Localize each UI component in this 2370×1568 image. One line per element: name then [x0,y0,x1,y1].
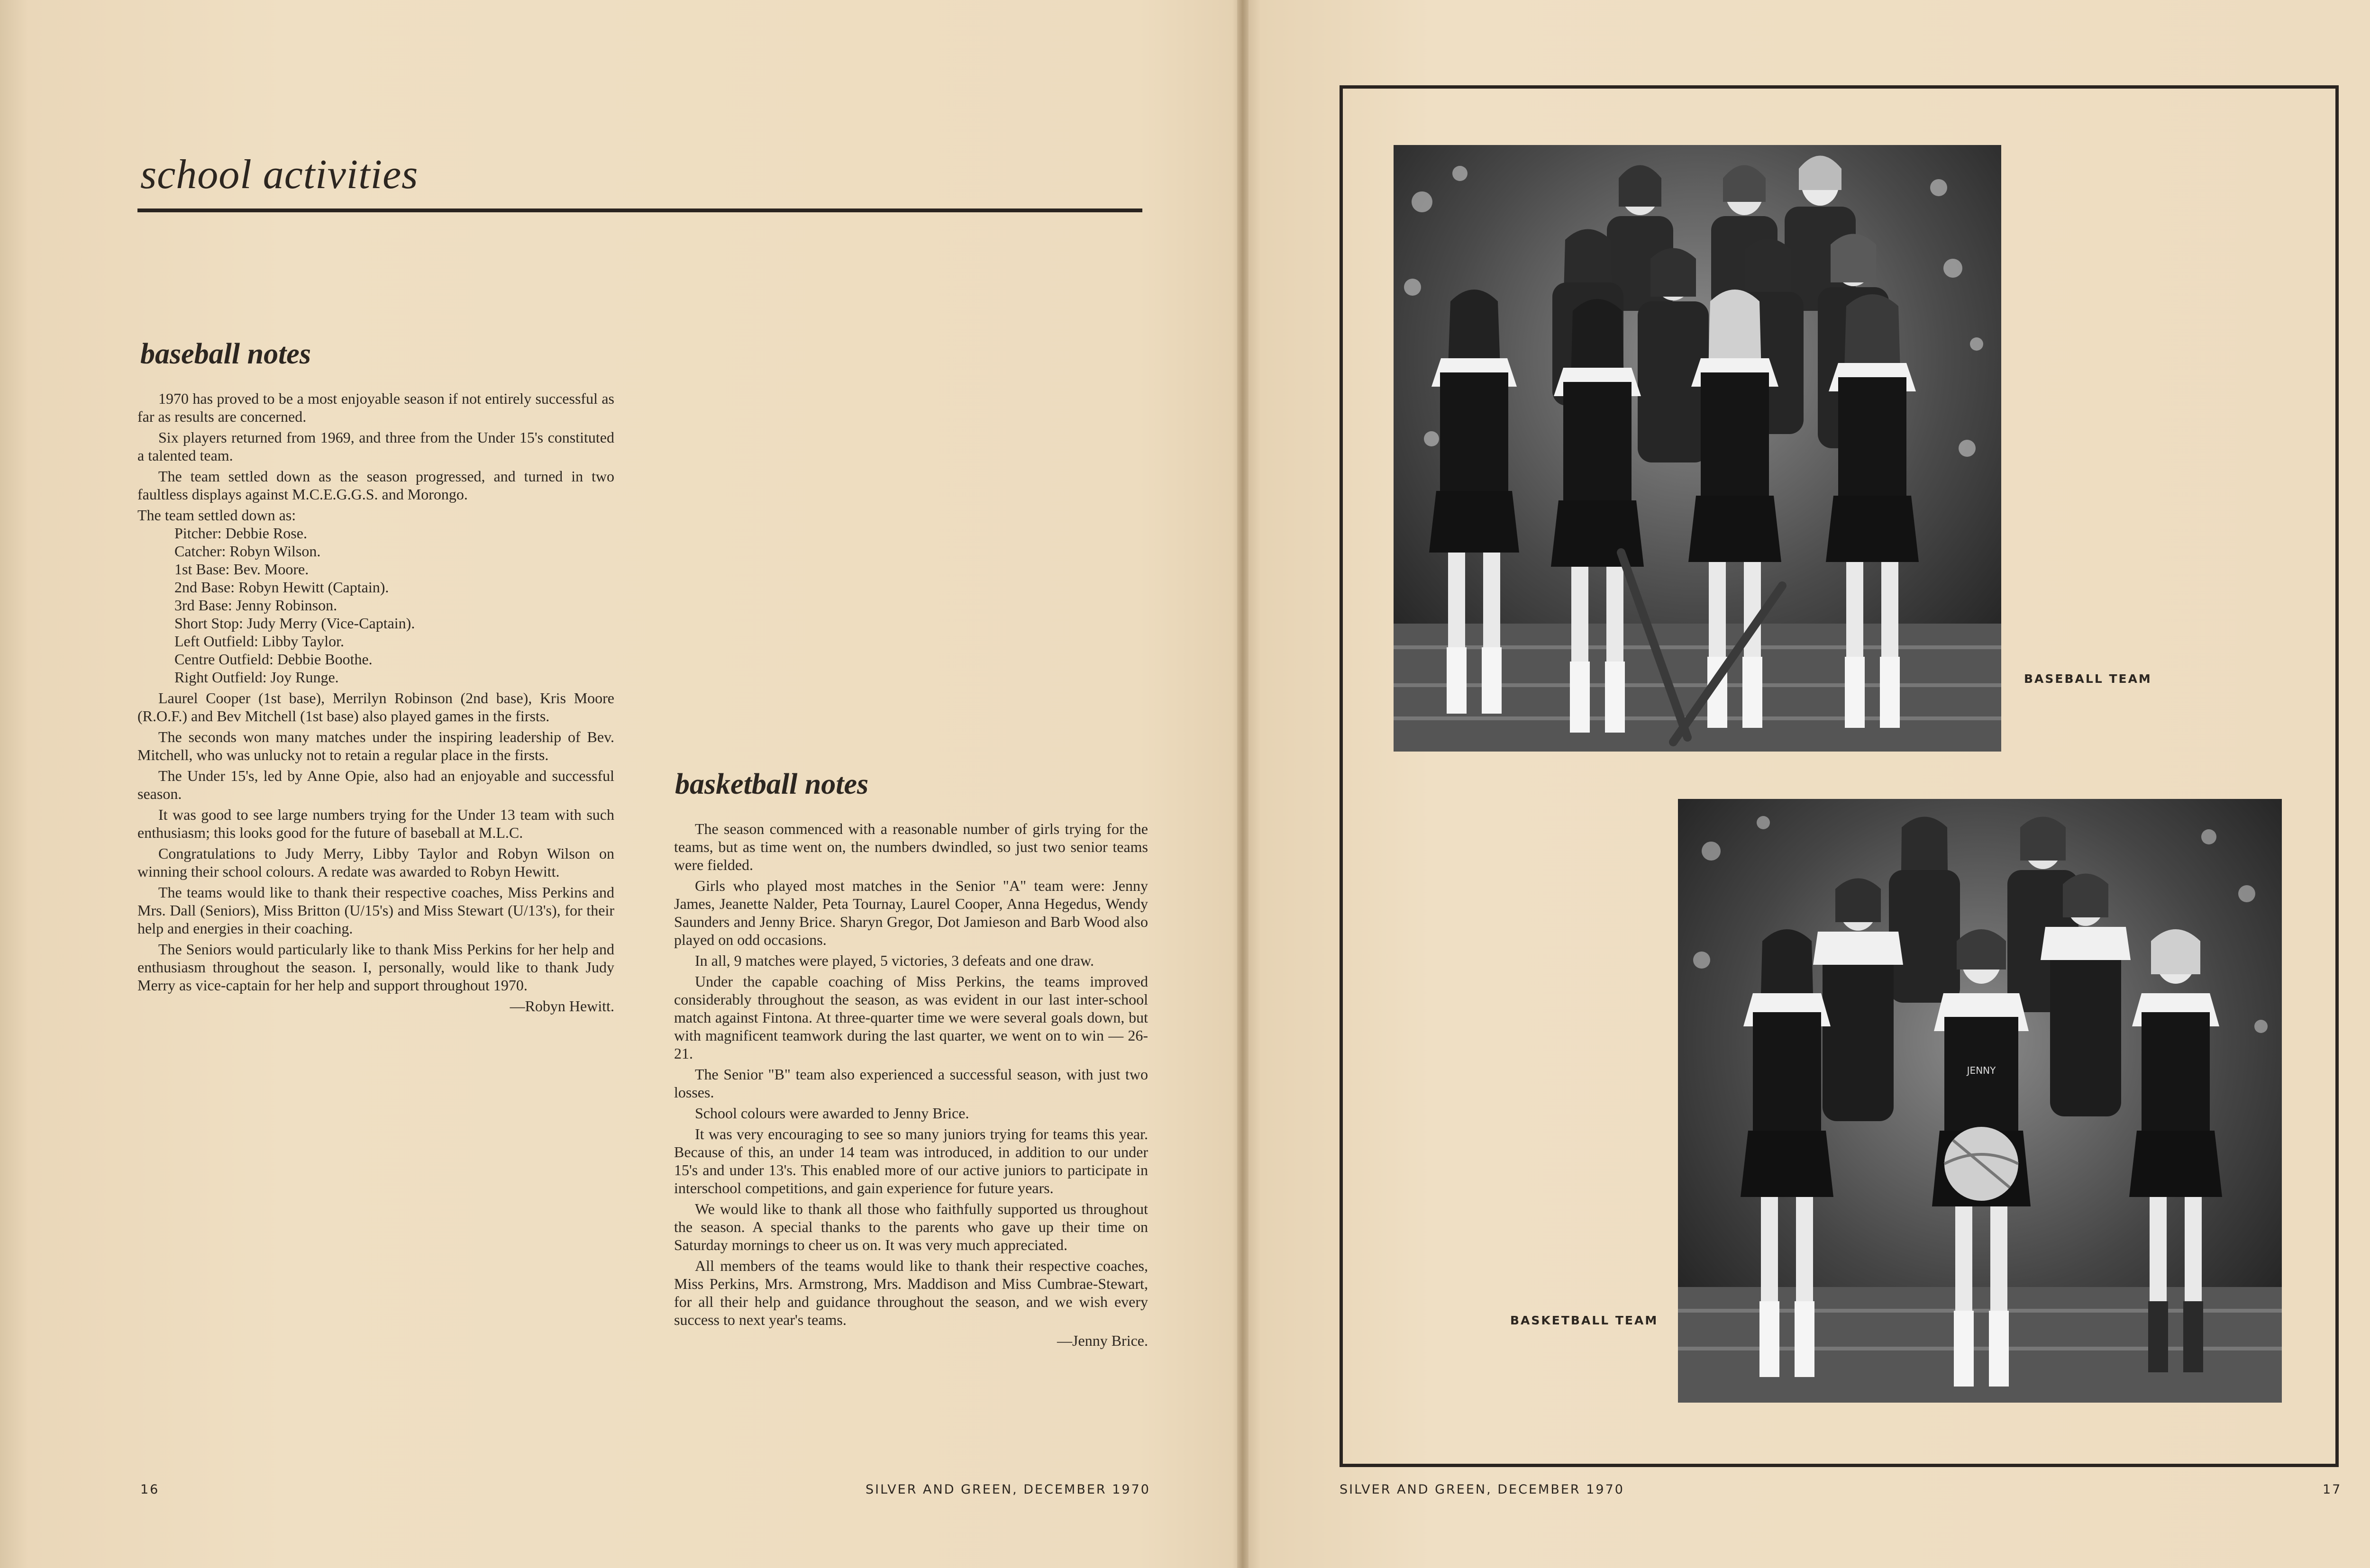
paragraph: It was good to see large numbers trying for the Under 13 team with such enthusiasm; this looks good for the future of baseball at M.L.C. [137,806,614,841]
roster-item: 2nd Base: Robyn Hewitt (Captain). [174,579,389,596]
roster-item: Pitcher: Debbie Rose. [174,525,307,542]
left-page-number: 16 [140,1482,160,1497]
paragraph: Girls who played most matches in the Senior "A" team were: Jenny James, Jeanette Nalder, Peta Tournay, Laurel Cooper, Anna Hegedus, Wendy Saunders and Jenny Brice. Sharyn Gregor, Dot Jamieson and Barb Wood also played on odd occasions. [674,877,1148,948]
paragraph: The Senior "B" team also experienced a successful season, with just two losses. [674,1066,1148,1101]
baseball-heading: baseball notes [140,338,311,370]
paragraph: The team settled down as the season progressed, and turned in two faultless displays against M.C.E.G.G.S. and Morongo. [137,468,614,503]
baseball-caption: BASEBALL TEAM [2024,672,2152,686]
baseball-signature: —Robyn Hewitt. [510,997,614,1015]
paragraph: 1970 has proved to be a most enjoyable season if not entirely successful as far as results are concerned. [137,390,614,425]
jersey-name: JENNY [1967,1065,1996,1076]
basketball-team-photo [1678,799,2282,1403]
left-running-footer: SILVER AND GREEN, DECEMBER 1970 [866,1482,1150,1497]
paragraph: The season commenced with a reasonable number of girls trying for the teams, but as time went on, the numbers dwindled, so just two senior teams were fielded. [674,820,1148,873]
paragraph: The Seniors would particularly like to thank Miss Perkins for her help and enthusiasm throughout the season. I, personally, would like to thank Judy Merry as vice-captain for her help and support throughout 1970. [137,941,614,994]
paragraph: All members of the teams would like to thank their respective coaches, Miss Perkins, Mrs. Armstrong, Mrs. Maddison and Miss Cumbrae-Stewart, for all their help and guidance throughout the season, and we wish every success to next year's teams. [674,1257,1148,1328]
basketball-caption: BASKETBALL TEAM [1510,1314,1659,1327]
right-page-number: 17 [2323,1482,2342,1497]
paragraph: Six players returned from 1969, and three from the Under 15's constituted a talented team. [137,429,614,464]
section-title: school activities [140,152,419,198]
baseball-article [137,390,614,1018]
paragraph: We would like to thank all those who faithfully supported us throughout the season. A special thanks to the parents who gave up their time on Saturday mornings to cheer us on. It was very much appreciated. [674,1200,1148,1253]
basketball-heading: basketball notes [675,768,869,800]
paragraph: School colours were awarded to Jenny Brice. [695,1105,969,1122]
roster-item: Centre Outfield: Debbie Boothe. [174,651,373,668]
roster-item: 1st Base: Bev. Moore. [174,561,309,578]
paragraph: The teams would like to thank their respective coaches, Miss Perkins and Mrs. Dall (Seniors), Miss Britton (U/15's) and Miss Stewart (U/13's), for their help and energies in their coaching. [137,884,614,937]
paragraph: Under the capable coaching of Miss Perkins, the teams improved considerably throughout the season, as was evident in our last inter-school match against Fintona. At three-quarter time we were several goals down, but with magnificent teamwork during the last quarter, we went on to win — 26-21. [674,973,1148,1062]
right-running-footer: SILVER AND GREEN, DECEMBER 1970 [1340,1482,1624,1497]
paragraph: In all, 9 matches were played, 5 victories, 3 defeats and one draw. [695,952,1094,969]
baseball-team-photo [1394,145,2001,752]
team-roster [137,506,614,686]
paragraph: It was very encouraging to see so many juniors trying for teams this year. Because of this, an under 14 team was introduced, in addition to our under 15's and under 13's. This enabled more of our active juniors to participate in interschool competitions, and gain experience for future years. [674,1125,1148,1196]
title-rule [137,208,1142,212]
roster-item: Catcher: Robyn Wilson. [174,543,321,560]
roster-item: Left Outfield: Libby Taylor. [174,633,344,650]
basketball-signature: —Jenny Brice. [1057,1332,1148,1349]
roster-item: 3rd Base: Jenny Robinson. [174,597,337,614]
roster-item: Right Outfield: Joy Runge. [174,669,339,686]
page-gutter [1237,0,1249,1568]
roster-item: Short Stop: Judy Merry (Vice-Captain). [174,615,415,632]
paragraph: The Under 15's, led by Anne Opie, also had an enjoyable and successful season. [137,767,614,802]
paragraph: The seconds won many matches under the inspiring leadership of Bev. Mitchell, who was unlucky not to retain a regular place in the firsts. [137,728,614,763]
roster-lead: The team settled down as: [137,507,296,524]
paragraph: Congratulations to Judy Merry, Libby Taylor and Robyn Wilson on winning their school colours. A redate was awarded to Robyn Hewitt. [137,845,614,880]
paragraph: Laurel Cooper (1st base), Merrilyn Robinson (2nd base), Kris Moore (R.O.F.) and Bev Mitchell (1st base) also played games in the firsts. [137,689,614,725]
basketball-article [674,820,1148,1352]
